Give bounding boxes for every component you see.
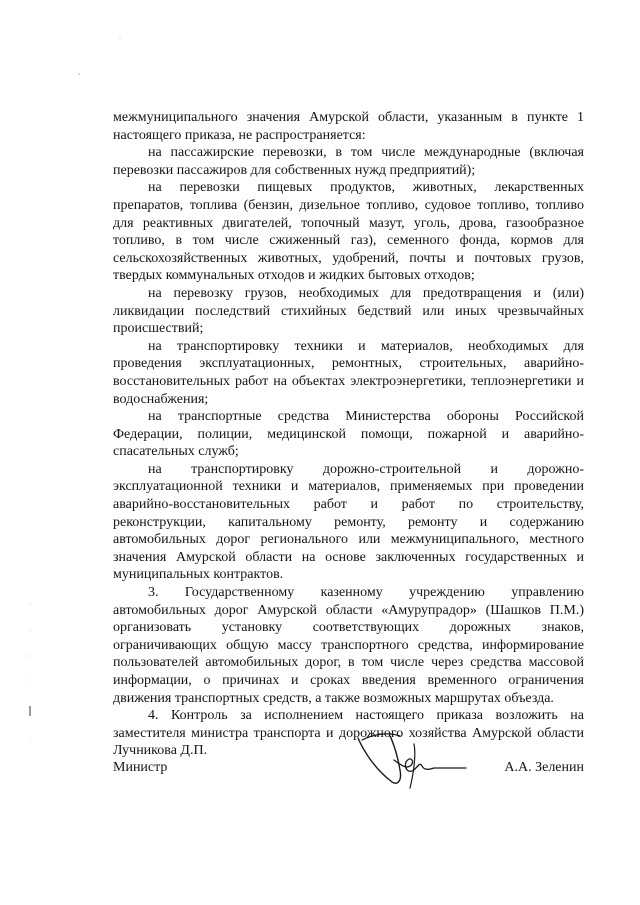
text-line: на транспортные средства Министерства обороны Российской: [148, 409, 584, 425]
text-line: 4. Контроль за исполнением настоящего приказа возложить на: [148, 708, 584, 724]
text-line: пользователей автомобильных дорог, в том числе через средства массовой: [113, 655, 584, 671]
text-line: водоснабжения;: [113, 391, 209, 407]
text-line: для реактивных двигателей, топочный мазут, уголь, дрова, газообразное: [113, 215, 584, 231]
text-line: межмуниципального значения Амурской области, указанным в пункте 1: [113, 110, 584, 125]
text-line: эксплуатационной техники и материалов, применяемых при проведении: [113, 479, 584, 495]
text-line: Лучникова Д.П.: [113, 743, 208, 759]
text-line: движения транспортных средств, а также возможных маршрутах объезда.: [113, 690, 554, 706]
text-line: муниципальных контрактов.: [113, 567, 284, 583]
text-line: значения Амурской области на основе заключенных государственных и: [113, 549, 584, 565]
text-line: на транспортировку дорожно-строительной и дорожно-: [148, 461, 584, 477]
text-line: восстановительных работ на объектах электроэнергетики, теплоэнергетики и: [113, 373, 584, 389]
text-line: проведения эксплуатационных, ремонтных, строительных, аварийно-: [113, 356, 584, 372]
text-line: сельскохозяйственных животных, удобрений, почты и почтовых грузов,: [113, 250, 584, 266]
text-line: Федерации, полиции, медицинской помощи, пожарной и аварийно-: [113, 426, 584, 442]
signature-block: [113, 760, 584, 780]
text-line: автомобильных дорог Амурской области «Амурупрадор» (Шашков П.М.): [113, 602, 584, 618]
text-line: препаратов, топлива (бензин, дизельное топливо, судовое топливо, топливо: [113, 197, 584, 213]
text-line: твердых коммунальных отходов и жидких бытовых отходов;: [113, 268, 475, 284]
text-line: ограничивающих общую массу транспортного средства, информирование: [113, 637, 584, 653]
text-line: происшествий;: [113, 321, 204, 337]
text-line: на транспортировку техники и материалов, необходимых для: [148, 338, 584, 354]
text-line: перевозки пассажиров для собственных нужд предприятий);: [113, 162, 476, 178]
text-line: настоящего приказа, не распространяется:: [113, 127, 366, 143]
text-line: на перевозку грузов, необходимых для предотвращения и (или): [148, 285, 584, 301]
text-line: топливо, в том числе сжиженный газ), семенного фонда, кормов для: [113, 233, 584, 249]
text-line: на пассажирские перевозки, в том числе международные (включая: [148, 145, 584, 161]
document-body: [113, 109, 584, 760]
text-line: информации, о причинах и сроках введения временного ограничения: [113, 673, 584, 688]
text-line: ликвидации последствий стихийных бедствий или иных чрезвычайных: [113, 303, 584, 319]
text-line: организовать установку соответствующих дорожных знаков,: [113, 620, 584, 636]
signatory-title: Министр: [113, 760, 168, 775]
text-line: реконструкции, капитальному ремонту, ремонту и содержанию: [113, 514, 584, 530]
text-line: на перевозки пищевых продуктов, животных, лекарственных: [148, 180, 584, 196]
text-line: автомобильных дорог регионального или межмуниципального, местного: [113, 532, 584, 548]
text-line: аварийно-восстановительных работ и работ по строительству,: [113, 497, 584, 513]
text-line: спасательных служб;: [113, 444, 239, 460]
text-line: 3. Государственному казенному учреждению управлению: [148, 585, 584, 601]
signatory-name: А.А. Зеленин: [504, 760, 584, 775]
text-line: заместителя министра транспорта и дорожного хозяйства Амурской области: [113, 725, 584, 741]
